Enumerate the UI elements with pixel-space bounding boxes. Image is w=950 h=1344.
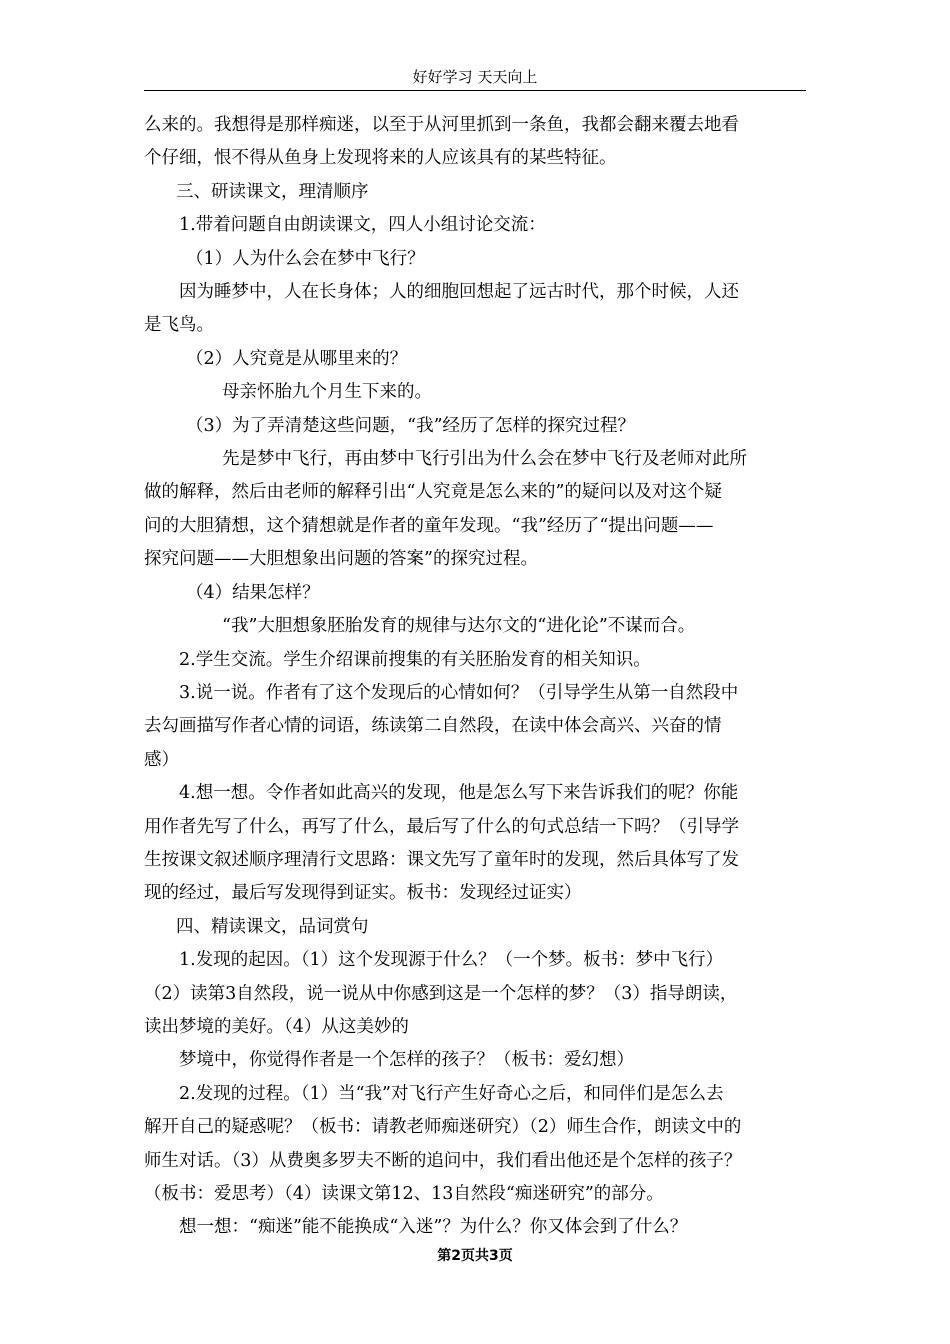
header-divider	[144, 90, 806, 91]
page-header: 好好学习 天天向上	[412, 68, 538, 86]
text-line: 想一想：“痴迷”能不能换成“入迷”？为什么？你又体会到了什么？	[179, 1217, 688, 1238]
page-footer: 第2页共3页	[437, 1248, 513, 1264]
text-line: 梦境中，你觉得作者是一个怎样的孩子？（板书：爱幻想）	[179, 1050, 634, 1071]
text-line: 做的解释，然后由老师的解释引出“人究竟是怎么来的”的疑问以及对这个疑	[144, 482, 722, 503]
document-body	[144, 109, 806, 1245]
text-line: （2）人究竟是从哪里来的？	[186, 348, 408, 369]
text-line: 感）	[144, 749, 179, 770]
text-line: 因为睡梦中，人在长身体；人的细胞回想起了远古时代，那个时候，人还	[179, 282, 739, 303]
text-line: 4.想一想。令作者如此高兴的发现，他是怎么写下来告诉我们的呢？你能	[179, 783, 739, 804]
text-line: （板书：爱思考）（4）读课文第12、13自然段“痴迷研究”的部分。	[144, 1184, 664, 1204]
text-line: 么来的。我想得是那样痴迷，以至于从河里抓到一条鱼，我都会翻来覆去地看	[144, 115, 739, 135]
text-line: （3）为了弄清楚这些问题，“我”经历了怎样的探究过程？	[186, 415, 636, 436]
text-line: 个仔细，恨不得从鱼身上发现将来的人应该具有的某些特征。	[144, 148, 617, 169]
text-line: 读出梦境的美好。（4）从这美妙的	[144, 1016, 409, 1037]
text-line: 3.说一说。作者有了这个发现后的心情如何？（引导学生从第一自然段中	[179, 682, 739, 703]
text-line: 2.学生交流。学生介绍课前搜集的有关胚胎发育的相关知识。	[179, 649, 651, 670]
text-line: 问的大胆猜想，这个猜想就是作者的童年发现。“我”经历了“提出问题——	[144, 515, 714, 536]
text-line: 去勾画描写作者心情的词语，练读第二自然段，在读中体会高兴、兴奋的情	[144, 716, 722, 737]
text-line: 母亲怀胎九个月生下来的。	[222, 382, 432, 403]
text-line: 现的经过，最后写发现得到证实。板书：发现经过证实）	[144, 883, 582, 904]
text-line: “我”大胆想象胚胎发育的规律与达尔文的“进化论”不谋而合。	[222, 616, 696, 637]
text-line: 四、精读课文，品词赏句	[176, 916, 369, 937]
text-line: 生按课文叙述顺序理清行文思路：课文先写了童年时的发现，然后具体写了发	[144, 849, 739, 870]
text-line: 三、研读课文，理清顺序	[176, 181, 369, 202]
text-line: 解开自己的疑惑呢？（板书：请教老师痴迷研究）（2）师生合作，朗读文中的	[144, 1117, 742, 1138]
text-line: （1）人为什么会在梦中飞行？	[186, 248, 425, 269]
text-line: 1.带着问题自由朗读课文，四人小组讨论交流：	[179, 215, 546, 236]
text-line: 探究问题——大胆想象出问题的答案”的探究过程。	[144, 549, 538, 570]
text-line: 用作者先写了什么，再写了什么，最后写了什么的句式总结一下吗？（引导学	[144, 816, 739, 837]
text-line: （4）结果怎样？	[186, 582, 320, 603]
text-line: 2.发现的过程。（1）当“我”对飞行产生好奇心之后，和同伴们是怎么去	[179, 1083, 724, 1104]
text-line: 先是梦中飞行，再由梦中飞行引出为什么会在梦中飞行及老师对此所	[222, 449, 747, 470]
text-line: 1.发现的起因。（1）这个发现源于什么？（一个梦。板书：梦中飞行）	[179, 950, 724, 971]
text-line: 师生对话。（3）从费奥多罗夫不断的追问中，我们看出他还是个怎样的孩子？	[144, 1150, 742, 1171]
text-line: （2）读第3自然段，说一说从中你感到这是一个怎样的梦？（3）指导朗读，	[144, 983, 738, 1004]
text-line: 是飞鸟。	[144, 315, 214, 336]
